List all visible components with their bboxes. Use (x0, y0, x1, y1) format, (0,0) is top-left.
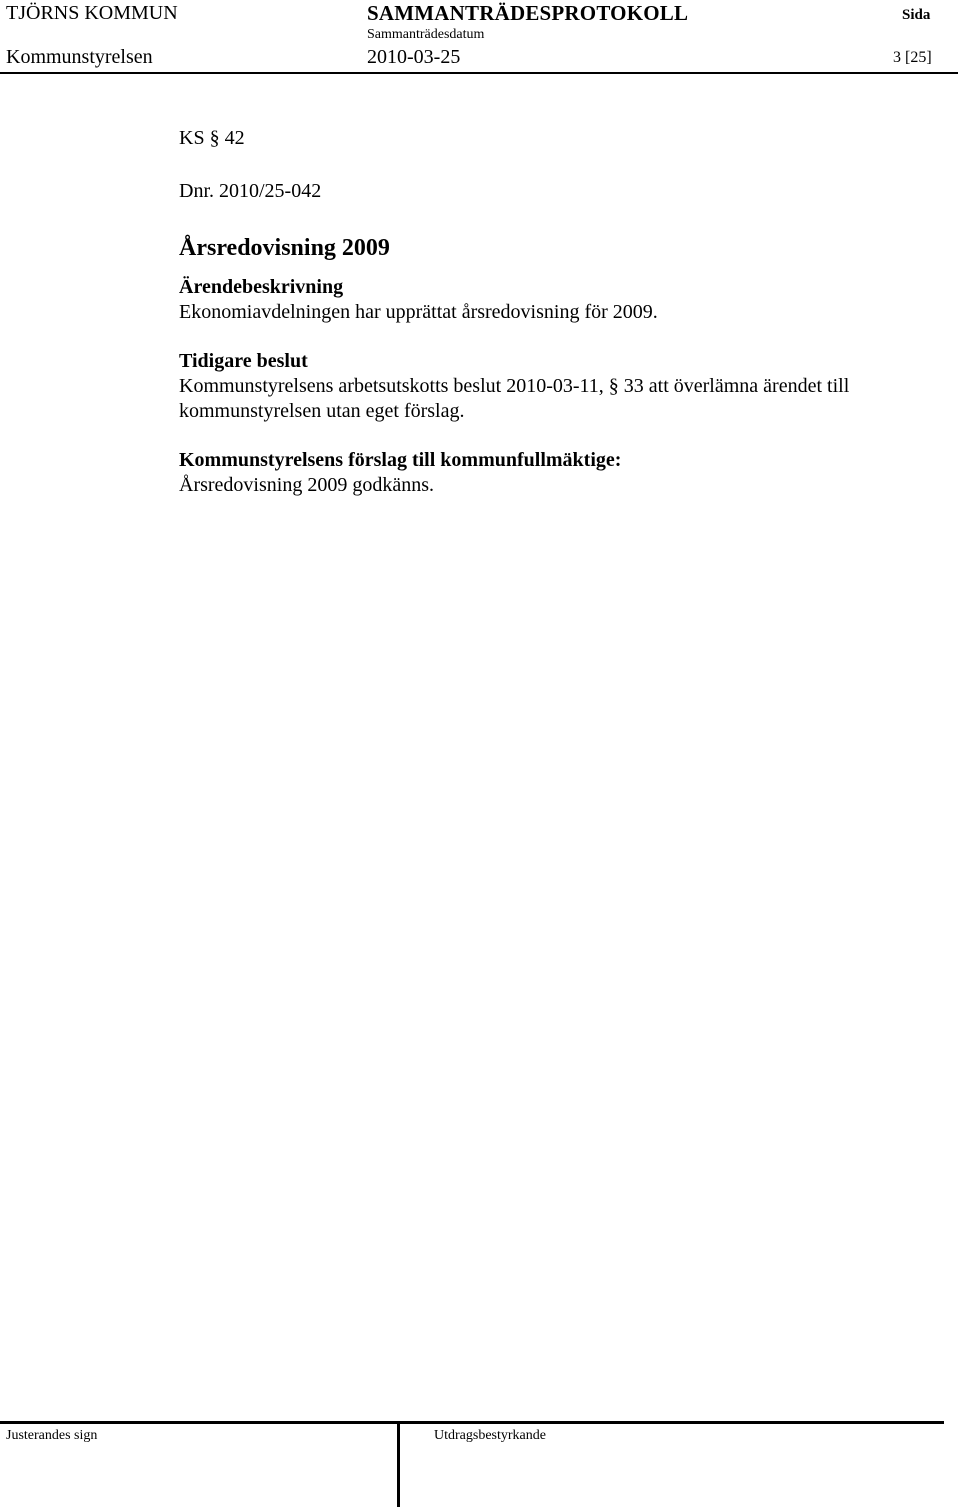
governing-body: Kommunstyrelsen (6, 46, 153, 68)
meeting-date: 2010-03-25 (367, 46, 461, 68)
section-text: Kommunstyrelsens arbetsutskotts beslut 2010-03-11, § 33 att överlämna ärendet till kommunstyrelsen utan eget förslag. (179, 375, 850, 422)
page-number: 3 [25] (893, 49, 932, 66)
item-title: Årsredovisning 2009 (179, 235, 390, 261)
page-label: Sida (902, 7, 931, 23)
municipality-name: TJÖRNS KOMMUN (6, 2, 178, 24)
minutes-item (179, 126, 949, 498)
document-type: SAMMANTRÄDESPROTOKOLL (367, 1, 689, 25)
section-proposal (179, 448, 949, 498)
section-heading: Tidigare beslut (179, 350, 308, 372)
extract-certification-label: Utdragsbestyrkande (434, 1428, 546, 1443)
section-heading: Kommunstyrelsens förslag till kommunfullmäktige: (179, 449, 622, 471)
section-sign-icon: § (608, 375, 619, 397)
footer-vertical-divider (397, 1421, 400, 1507)
section-heading: Ärendebeskrivning (179, 276, 344, 298)
section-text: Årsredovisning 2009 godkänns. (179, 474, 434, 496)
section-sign-icon: § (209, 127, 220, 149)
case-number: KS § 42 (179, 127, 245, 149)
section-previous-decision (179, 349, 949, 424)
registry-number: Dnr. 2010/25-042 (179, 180, 322, 202)
header-divider (0, 72, 958, 74)
section-text: Ekonomiavdelningen har upprättat årsredovisning för 2009. (179, 301, 658, 323)
footer-divider (0, 1421, 944, 1424)
adjuster-signature-label: Justerandes sign (6, 1428, 98, 1443)
section-description (179, 275, 949, 325)
meeting-date-label: Sammanträdesdatum (367, 27, 485, 42)
